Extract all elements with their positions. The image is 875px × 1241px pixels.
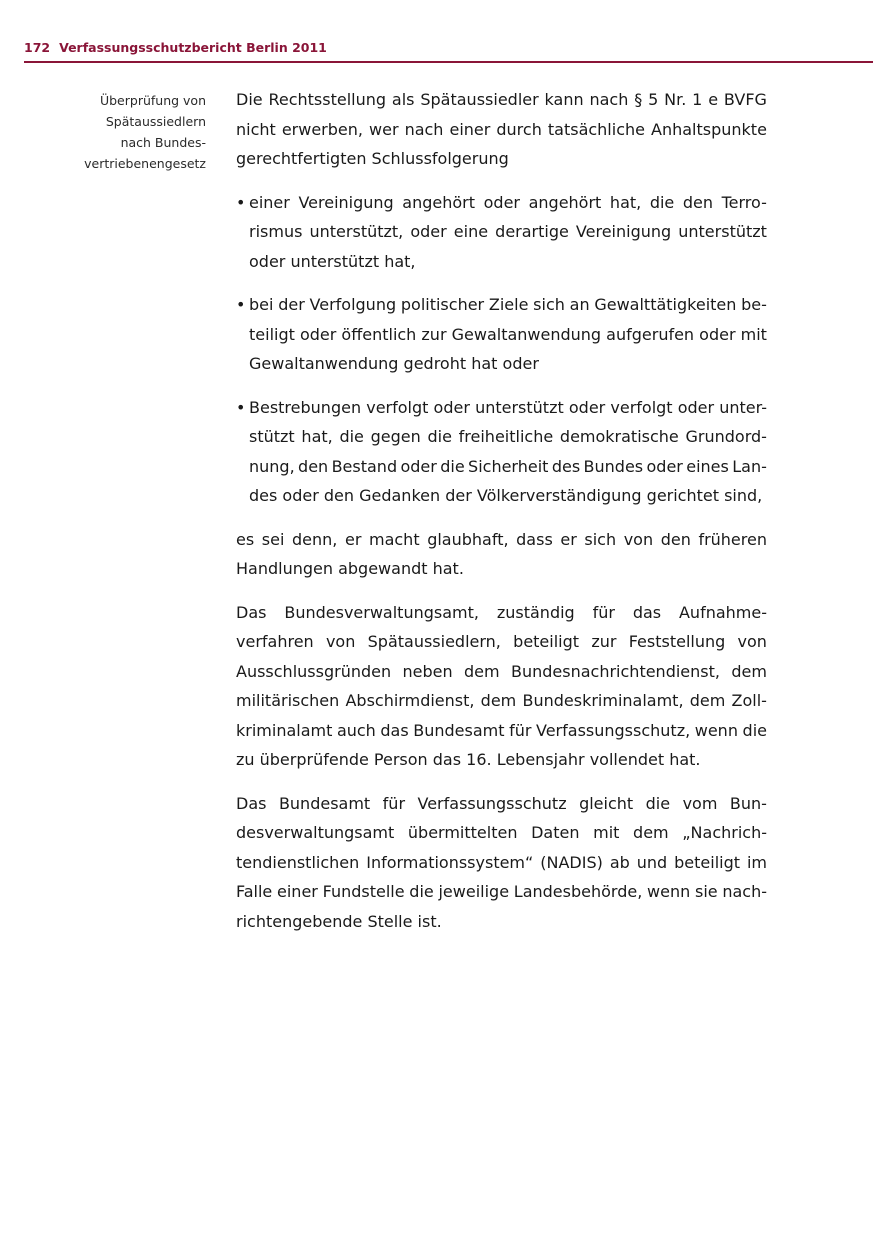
text-line: rismus unterstützt, oder eine derartige Vereinigung unterstützt — [249, 222, 767, 241]
bundesamt-paragraph — [236, 789, 767, 937]
text-line: tendienstlichen Informationssystem“ (NADIS) ab und beteiligt im — [236, 852, 767, 872]
text-line: nicht erwerben, wer nach einer durch tatsächliche Anhaltspunkte — [236, 119, 767, 139]
margin-note-line: Überprüfung von — [99, 93, 206, 108]
exception-paragraph — [236, 525, 767, 584]
bullet-icon: • — [236, 295, 246, 314]
margin-note — [70, 90, 206, 174]
text-line: verfahren von Spätaussiedlern, beteiligt zur Feststellung von — [236, 632, 767, 651]
text-line: Handlungen abgewandt hat. — [236, 559, 464, 578]
text-line: stützt hat, die gegen die freiheitliche demokratische Grundord- — [249, 427, 767, 446]
page-number: 172 — [24, 40, 51, 55]
text-line: desverwaltungsamt übermittelten Daten mit dem „Nachrich- — [236, 823, 767, 842]
text-line: es sei denn, er macht glaubhaft, dass er sich von den früheren — [236, 529, 767, 549]
text-line: Das Bundesverwaltungsamt, zuständig für das Aufnahme- — [236, 602, 767, 622]
bundesverwaltungsamt-paragraph — [236, 598, 767, 775]
margin-note-line: nach Bundes- — [120, 135, 206, 150]
list-item — [236, 393, 767, 511]
text-line: gerechtfertigten Schlussfolgerung — [236, 149, 509, 168]
text-line: bei der Verfolgung politischer Ziele sich an Gewalttätigkeiten be- — [249, 295, 767, 314]
list-item — [236, 188, 767, 277]
text-line: teiligt oder öffentlich zur Gewaltanwendung aufgerufen oder mit — [249, 324, 767, 344]
text-line: zu überprüfende Person das 16. Lebensjahr vollendet hat. — [236, 750, 701, 769]
header-text — [24, 40, 327, 56]
text-line: Gewaltanwendung gedroht hat oder — [249, 354, 539, 373]
text-line: des oder den Gedanken der Völkerverständigung gerichtet sind, — [249, 486, 763, 505]
text-line: Ausschlussgründen neben dem Bundesnachrichtendienst, dem — [236, 661, 767, 681]
main-text — [236, 85, 767, 950]
list-item — [236, 290, 767, 379]
report-title: Verfassungsschutzbericht Berlin 2011 — [59, 40, 327, 55]
margin-note-line: vertriebenengesetz — [84, 156, 206, 171]
text-line: Bestrebungen verfolgt oder unterstützt oder verfolgt oder unter- — [249, 397, 767, 417]
page-header — [24, 39, 873, 63]
bullet-icon: • — [236, 397, 246, 417]
text-line: oder unterstützt hat, — [249, 251, 416, 271]
text-line: Das Bundesamt für Verfassungsschutz gleicht die vom Bun- — [236, 793, 767, 813]
text-line: nung, den Bestand oder die Sicherheit des Bundes oder eines Lan- — [249, 456, 767, 476]
text-line: Falle einer Fundstelle die jeweilige Landesbehörde, wenn sie nach- — [236, 882, 767, 901]
intro-paragraph — [236, 85, 767, 174]
text-line: einer Vereinigung angehört oder angehört hat, die den Terro- — [249, 192, 767, 212]
text-line: Die Rechtsstellung als Spätaussiedler kann nach § 5 Nr. 1 e BVFG — [236, 90, 767, 109]
bullet-icon: • — [236, 192, 246, 212]
text-line: richtengebende Stelle ist. — [236, 911, 442, 931]
margin-note-line: Spätaussiedlern — [105, 114, 206, 129]
text-line: militärischen Abschirmdienst, dem Bundeskriminalamt, dem Zoll- — [236, 691, 767, 710]
text-line: kriminalamt auch das Bundesamt für Verfassungsschutz, wenn die — [236, 720, 767, 740]
